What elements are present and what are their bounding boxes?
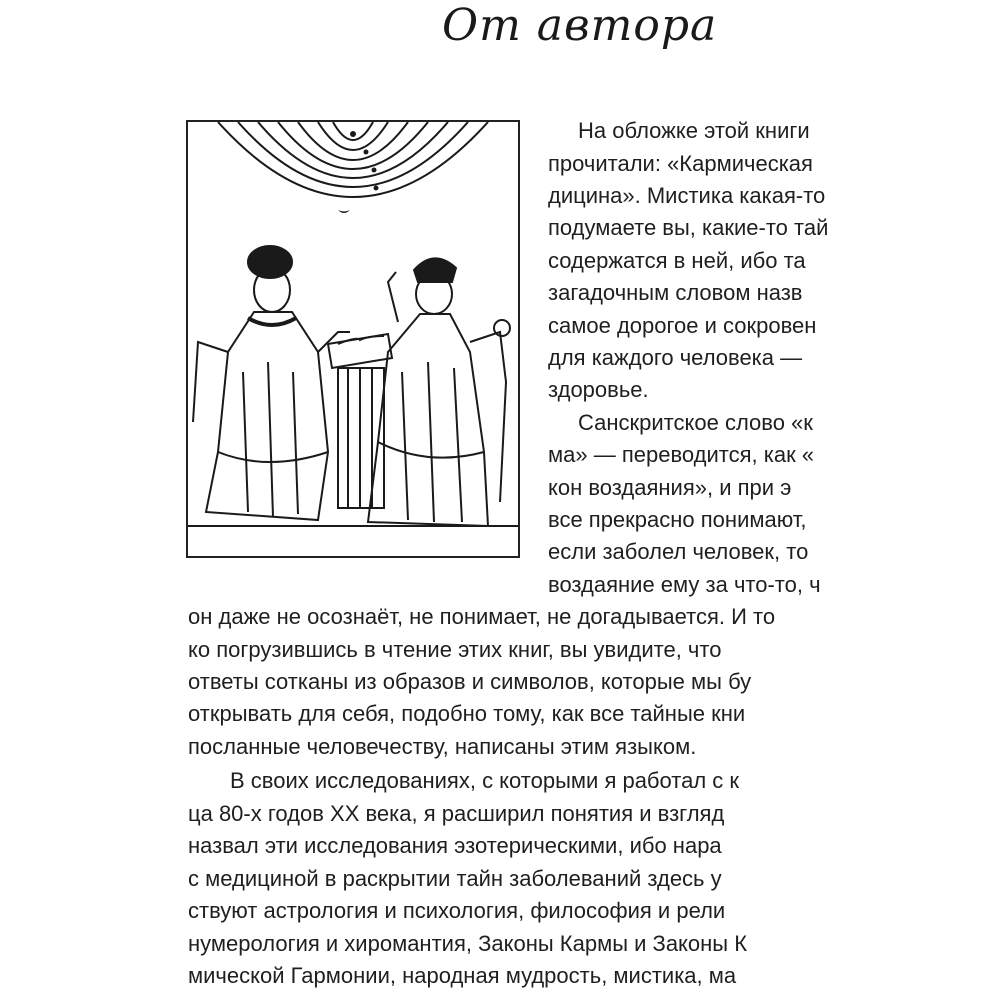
text-line: содержатся в ней, ибо та [548, 248, 806, 273]
text-line: На обложке этой книги [578, 118, 810, 143]
text-line: с медициной в раскрытии тайн заболеваний здесь у [188, 866, 722, 891]
text-line: посланные человечеству, написаны этим языком. [188, 734, 697, 759]
text-line: воздаяние ему за что-то, ч [548, 572, 821, 597]
text-line: кон воздаяния», и при э [548, 475, 792, 500]
text-line: дицина». Мистика какая-то [548, 183, 826, 208]
text-line: открывать для себя, подобно тому, как все тайные кни [188, 701, 746, 726]
text-line: если заболел человек, то [548, 539, 809, 564]
text-line: прочитали: «Кармическая [548, 151, 813, 176]
woodcut-drawing [188, 122, 518, 556]
text-line: самое дорогое и сокровен [548, 313, 817, 338]
text-line: В своих исследованиях, с которыми я работал с к [230, 768, 740, 793]
text-line: назвал эти исследования эзотерическими, ибо нара [188, 833, 722, 858]
text-line: ма» — переводится, как « [548, 442, 815, 467]
text-line: ца 80-х годов XX века, я расширил понятия и взгляд [188, 801, 725, 826]
text-line: здоровье. [548, 377, 649, 402]
text-line: он даже не осознаёт, не понимает, не догадывается. И то [188, 604, 776, 629]
text-line: ствуют астрология и психология, философия и рели [188, 898, 726, 923]
text-line: ко погрузившись в чтение этих книг, вы увидите, что [188, 637, 722, 662]
text-line: загадочным словом назв [548, 280, 803, 305]
text-line: ответы сотканы из образов и символов, которые мы бу [188, 669, 752, 694]
text-line: Санскритское слово «к [578, 410, 813, 435]
text-line: подумаете вы, какие-то тай [548, 215, 829, 240]
page-title: От автора [442, 0, 718, 51]
text-line: нумерология и хиромантия, Законы Кармы и Законы К [188, 931, 748, 956]
text-line: мической Гармонии, народная мудрость, мистика, ма [188, 963, 737, 988]
text-line: все прекрасно понимают, [548, 507, 807, 532]
text-line: для каждого человека — [548, 345, 803, 370]
woodcut-illustration [186, 120, 520, 558]
